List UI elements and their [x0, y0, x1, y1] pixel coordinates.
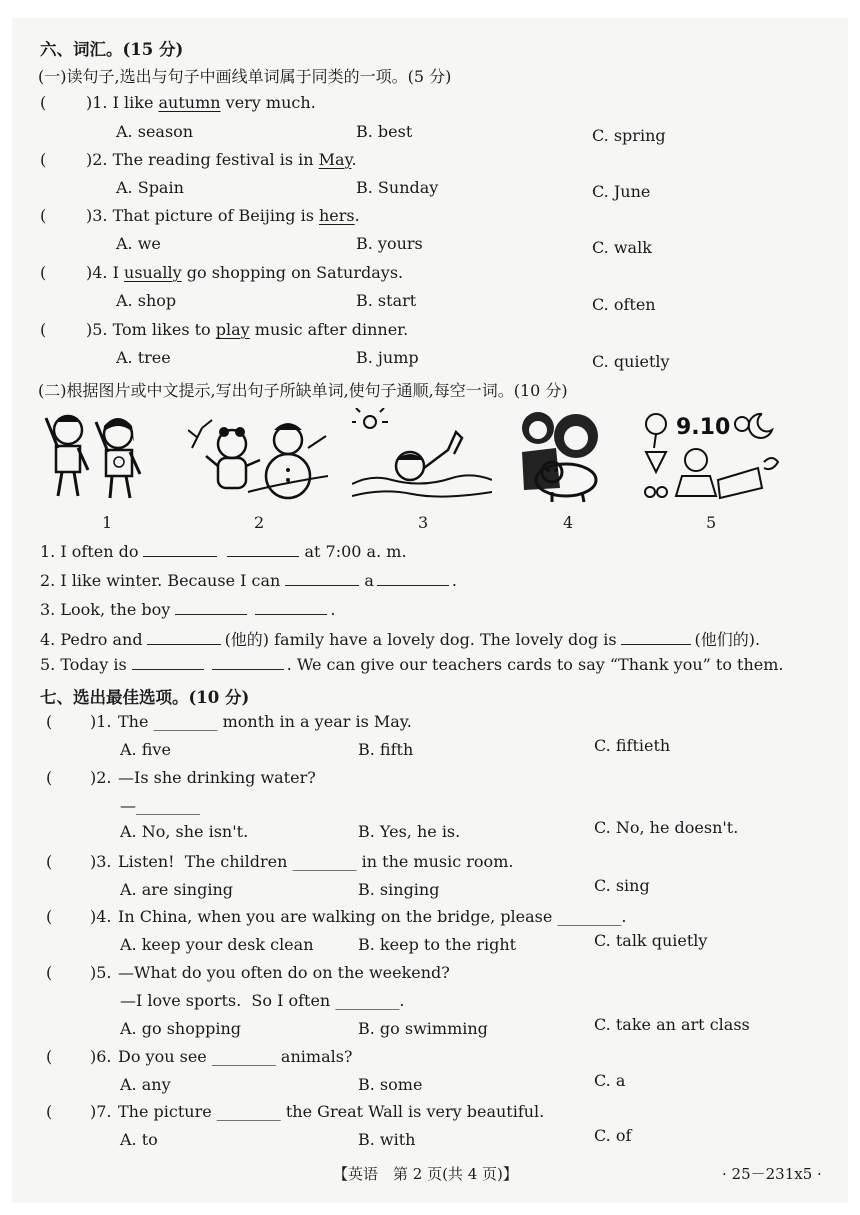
question-number: )2.	[90, 768, 112, 787]
option-c: C. take an art class	[594, 1015, 750, 1034]
option-c: C. talk quietly	[594, 931, 708, 950]
kids-exercising-picture	[40, 408, 150, 504]
answer-bracket: (	[46, 712, 53, 731]
option-a: A. shop	[116, 291, 177, 310]
option-c: C. No, he doesn't.	[594, 818, 739, 837]
question-number: )2.	[86, 150, 108, 169]
underlined-word: May	[318, 150, 352, 169]
part-2-instruction: (二)根据图片或中文提示,写出句子所缺单词,使句子通顺,每空一词。(10 分)	[38, 381, 568, 400]
option-a: A. Spain	[116, 178, 184, 197]
fill-sentence-1: 1. I often do at 7:00 a. m.	[40, 542, 407, 561]
option-b: B. keep to the right	[358, 935, 517, 954]
fill-sentence-3: 3. Look, the boy .	[40, 600, 336, 619]
mcq-question-3-line: Listen! The children ________ in the music room.	[118, 852, 514, 871]
option-a: A. to	[120, 1130, 158, 1149]
answer-bracket: (	[40, 263, 47, 282]
answer-bracket: (	[46, 768, 53, 787]
option-b: B. yours	[356, 234, 423, 253]
mcq-question-2-line: —Is she drinking water?	[118, 768, 316, 787]
question-text: .	[351, 150, 357, 169]
underlined-word: usually	[124, 263, 182, 282]
answer-bracket: (	[40, 150, 47, 169]
answer-bracket: (	[46, 907, 53, 926]
paper-code: · 25－231x5 ·	[722, 1165, 822, 1183]
option-b: B. with	[358, 1130, 416, 1149]
option-b: B. go swimming	[358, 1019, 488, 1038]
option-c: C. quietly	[592, 352, 670, 371]
mcq-question-1-line: The ________ month in a year is May.	[118, 712, 412, 731]
option-a: A. five	[120, 740, 171, 759]
question-number: )3.	[86, 206, 108, 225]
answer-bracket: (	[40, 320, 47, 339]
option-b: B. start	[356, 291, 417, 310]
question-number: )5.	[86, 320, 108, 339]
option-c: C. of	[594, 1126, 632, 1145]
option-b: B. some	[358, 1075, 423, 1094]
mcq-question-7-line: The picture ________ the Great Wall is very beautiful.	[118, 1102, 545, 1121]
picture-number-4: 4	[563, 513, 574, 532]
question-text: I like	[107, 93, 159, 112]
option-a: A. keep your desk clean	[120, 935, 314, 954]
snowman-picture	[188, 408, 330, 504]
question-number: )3.	[90, 852, 112, 871]
option-a: A. No, she isn't.	[120, 822, 249, 841]
picture-number-5: 5	[706, 513, 717, 532]
option-b: B. singing	[358, 880, 440, 899]
mcq-question-4-line: In China, when you are walking on the bridge, please ________.	[118, 907, 627, 926]
fill-sentence-5: 5. Today is . We can give our teachers cards to say “Thank you” to them.	[40, 655, 784, 674]
question-number: )1.	[90, 712, 112, 731]
option-a: A. any	[120, 1075, 171, 1094]
vocab-question-1	[86, 93, 316, 112]
option-c: C. often	[592, 295, 656, 314]
option-c: C. June	[592, 182, 651, 201]
option-c: C. a	[594, 1071, 626, 1090]
answer-bracket: (	[46, 1047, 53, 1066]
question-text: music after dinner.	[249, 320, 409, 339]
question-text: Tom likes to	[107, 320, 216, 339]
option-c: C. fiftieth	[594, 736, 671, 755]
answer-bracket: (	[46, 1102, 53, 1121]
question-text: very much.	[220, 93, 316, 112]
option-a: A. go shopping	[120, 1019, 241, 1038]
question-text: I	[107, 263, 125, 282]
question-text: go shopping on Saturdays.	[181, 263, 404, 282]
question-number: )6.	[90, 1047, 112, 1066]
section-6-title: 六、词汇。(15 分)	[40, 40, 184, 59]
question-text: That picture of Beijing is	[107, 206, 319, 225]
vocab-question-4	[86, 263, 403, 282]
mcq-question-5-line: —What do you often do on the weekend?	[118, 963, 450, 982]
option-c: C. sing	[594, 876, 650, 895]
page-footer: 【英语 第 2 页(共 4 页)】	[333, 1165, 518, 1183]
answer-bracket: (	[40, 206, 47, 225]
underlined-word: autumn	[158, 93, 221, 112]
mcq-question-2-line: —________	[120, 796, 200, 815]
teachers-day-picture	[640, 408, 782, 504]
option-a: A. we	[116, 234, 161, 253]
part-1-instruction: (一)读句子,选出与句子中画线单词属于同类的一项。(5 分)	[38, 67, 452, 86]
mcq-question-5-line: —I love sports. So I often ________.	[120, 991, 405, 1010]
answer-bracket: (	[40, 93, 47, 112]
vocab-question-2	[86, 150, 357, 169]
fill-sentence-2: 2. I like winter. Because I can a .	[40, 571, 457, 590]
option-b: B. Yes, he is.	[358, 822, 461, 841]
fill-sentence-4: 4. Pedro and (他的) family have a lovely dog. The lovely dog is (他们的).	[40, 630, 761, 649]
option-b: B. Sunday	[356, 178, 439, 197]
picture-number-3: 3	[418, 513, 429, 532]
picture-number-2: 2	[254, 513, 265, 532]
question-number: )1.	[86, 93, 108, 112]
boy-swimming-picture	[352, 408, 492, 504]
question-number: )4.	[86, 263, 108, 282]
vocab-question-3	[86, 206, 360, 225]
mcq-question-6-line: Do you see ________ animals?	[118, 1047, 353, 1066]
underlined-word: play	[215, 320, 250, 339]
question-text: .	[354, 206, 360, 225]
option-c: C. walk	[592, 238, 652, 257]
svg-text:9.10: 9.10	[676, 415, 731, 440]
option-a: A. are singing	[120, 880, 234, 899]
question-text: The reading festival is in	[107, 150, 319, 169]
option-b: B. fifth	[358, 740, 414, 759]
vocab-question-5	[86, 320, 408, 339]
section-7-title: 七、选出最佳选项。(10 分)	[40, 688, 250, 707]
answer-bracket: (	[46, 852, 53, 871]
underlined-word: hers	[319, 206, 355, 225]
picture-number-1: 1	[102, 513, 113, 532]
option-a: A. season	[116, 122, 194, 141]
question-number: )4.	[90, 907, 112, 926]
question-number: )5.	[90, 963, 112, 982]
family-with-dog-picture	[512, 408, 608, 504]
question-number: )7.	[90, 1102, 112, 1121]
option-c: C. spring	[592, 126, 666, 145]
answer-bracket: (	[46, 963, 53, 982]
option-b: B. jump	[356, 348, 419, 367]
option-b: B. best	[356, 122, 413, 141]
option-a: A. tree	[116, 348, 171, 367]
